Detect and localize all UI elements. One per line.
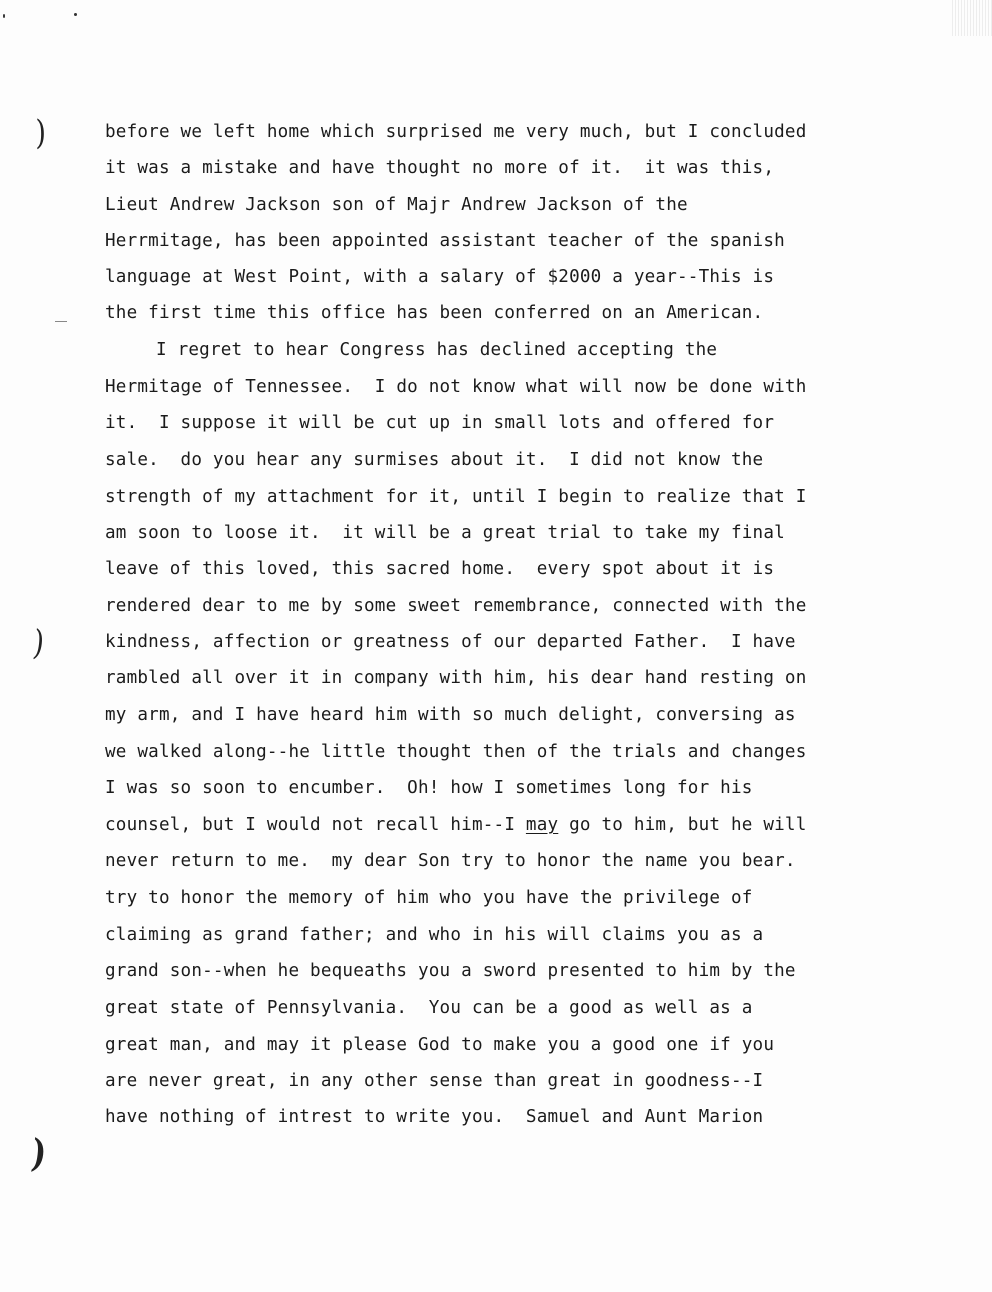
margin-paren-top: ) <box>35 113 46 153</box>
text-line: I regret to hear Congress has declined accepting the <box>156 340 718 360</box>
text-line: claiming as grand father; and who in his will claims you as a <box>105 925 764 945</box>
text-line: the first time this office has been conferred on an American. <box>105 303 764 323</box>
text-line: Hermitage of Tennessee. I do not know what will now be done with <box>105 377 807 397</box>
text-line: language at West Point, with a salary of $2000 a year--This is <box>105 267 775 287</box>
text-line <box>105 814 807 836</box>
margin-dash <box>55 321 67 322</box>
text-line: before we left home which surprised me very much, but I concluded <box>105 122 807 142</box>
text-line: am soon to loose it. it will be a great trial to take my final <box>105 523 785 543</box>
underlined-word: may <box>525 815 559 835</box>
scan-artifact <box>952 0 992 36</box>
margin-paren-middle: ) <box>31 623 47 663</box>
text-line: rambled all over it in company with him, his dear hand resting on <box>105 668 807 688</box>
text-line-end: go to him, but he will <box>558 815 807 835</box>
text-line: sale. do you hear any surmises about it. I did not know the <box>105 450 764 470</box>
text-line: great state of Pennsylvania. You can be a good as well as a <box>105 998 753 1018</box>
text-line: kindness, affection or greatness of our departed Father. I have <box>105 632 796 652</box>
text-line: try to honor the memory of him who you have the privilege of <box>105 888 753 908</box>
text-line: my arm, and I have heard him with so much delight, conversing as <box>105 705 796 725</box>
text-line: have nothing of intrest to write you. Samuel and Aunt Marion <box>105 1107 764 1127</box>
margin-paren-bottom: ) <box>29 1130 49 1175</box>
text-line: great man, and may it please God to make you a good one if you <box>105 1035 775 1055</box>
text-line: never return to me. my dear Son try to honor the name you bear. <box>105 851 796 871</box>
text-line: it was a mistake and have thought no more of it. it was this, <box>105 158 775 178</box>
text-line: Lieut Andrew Jackson son of Majr Andrew Jackson of the <box>105 195 688 215</box>
text-line: leave of this loved, this sacred home. every spot about it is <box>105 559 775 579</box>
text-line: Herrmitage, has been appointed assistant teacher of the spanish <box>105 231 785 251</box>
scan-speck <box>74 13 77 16</box>
text-line: we walked along--he little thought then of the trials and changes <box>105 742 807 762</box>
text-line: rendered dear to me by some sweet remembrance, connected with the <box>105 596 807 616</box>
text-line: it. I suppose it will be cut up in small lots and offered for <box>105 413 775 433</box>
scan-speck <box>3 14 5 18</box>
text-line: grand son--when he bequeaths you a sword presented to him by the <box>105 961 796 981</box>
text-line: are never great, in any other sense than great in goodness--I <box>105 1071 764 1091</box>
text-line-start: counsel, but I would not recall him--I <box>105 815 526 835</box>
text-line: I was so soon to encumber. Oh! how I sometimes long for his <box>105 778 753 798</box>
text-line: strength of my attachment for it, until I begin to realize that I <box>105 487 807 507</box>
